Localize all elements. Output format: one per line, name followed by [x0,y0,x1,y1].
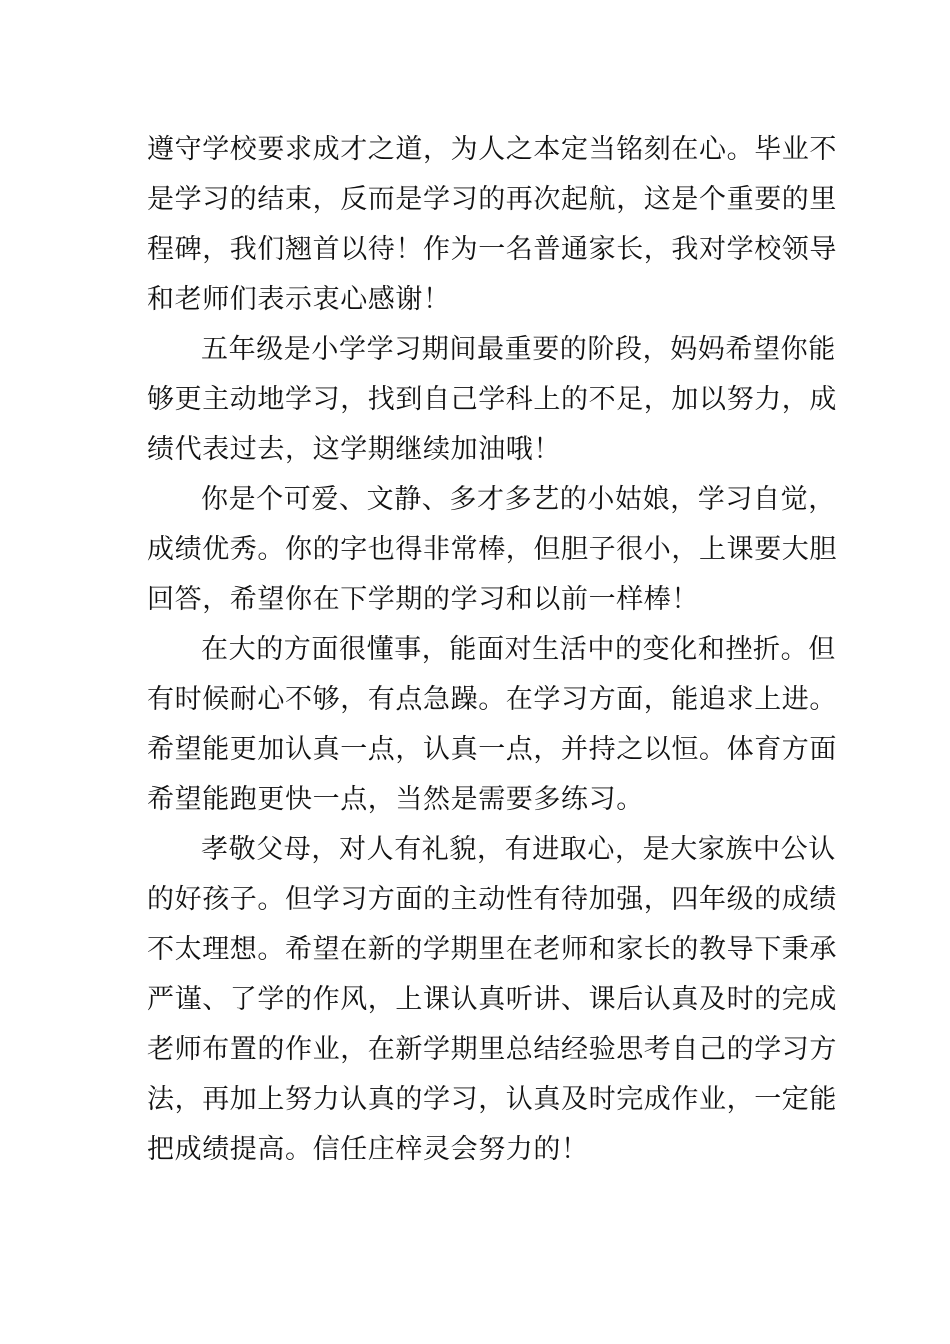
document-body [147,125,837,1175]
text-line: 法，再加上努力认真的学习，认真及时完成作业，一定能 [147,1084,837,1115]
text-line: 希望能更加认真一点，认真一点，并持之以恒。体育方面 [147,734,837,765]
text-line: 希望能跑更快一点，当然是需要多练习。 [147,784,644,815]
text-line: 五年级是小学学习期间最重要的阶段，妈妈希望你能 [201,334,836,365]
paragraph [147,325,837,475]
text-line: 有时候耐心不够，有点急躁。在学习方面，能追求上进。 [147,684,837,715]
text-line: 老师布置的作业，在新学期里总结经验思考自己的学习方 [147,1034,837,1065]
text-line: 不太理想。希望在新的学期里在老师和家长的教导下秉承 [147,934,837,965]
paragraph [147,475,837,625]
text-line: 遵守学校要求成才之道，为人之本定当铭刻在心。毕业不 [147,134,837,165]
text-line: 的好孩子。但学习方面的主动性有待加强，四年级的成绩 [147,884,837,915]
text-line: 是学习的结束，反而是学习的再次起航，这是个重要的里 [147,184,837,215]
text-line: 成绩优秀。你的字也得非常棒，但胆子很小，上课要大胆 [147,534,837,565]
text-line: 回答，希望你在下学期的学习和以前一样棒！ [147,584,699,615]
paragraph [147,825,837,1175]
paragraph [147,125,837,325]
text-line: 孝敬父母，对人有礼貌，有进取心，是大家族中公认 [201,834,836,865]
text-line: 严谨、了学的作风，上课认真听讲、课后认真及时的完成 [147,984,837,1015]
text-line: 绩代表过去，这学期继续加油哦！ [147,434,561,465]
text-line: 够更主动地学习，找到自己学科上的不足，加以努力，成 [147,384,837,415]
text-line: 你是个可爱、文静、多才多艺的小姑娘，学习自觉， [201,484,836,515]
text-line: 在大的方面很懂事，能面对生活中的变化和挫折。但 [201,634,836,665]
paragraph [147,625,837,825]
text-line: 程碑，我们翘首以待！作为一名普通家长，我对学校领导 [147,234,837,265]
text-line: 和老师们表示衷心感谢！ [147,284,451,315]
text-line: 把成绩提高。信任庄梓灵会努力的！ [147,1134,589,1165]
